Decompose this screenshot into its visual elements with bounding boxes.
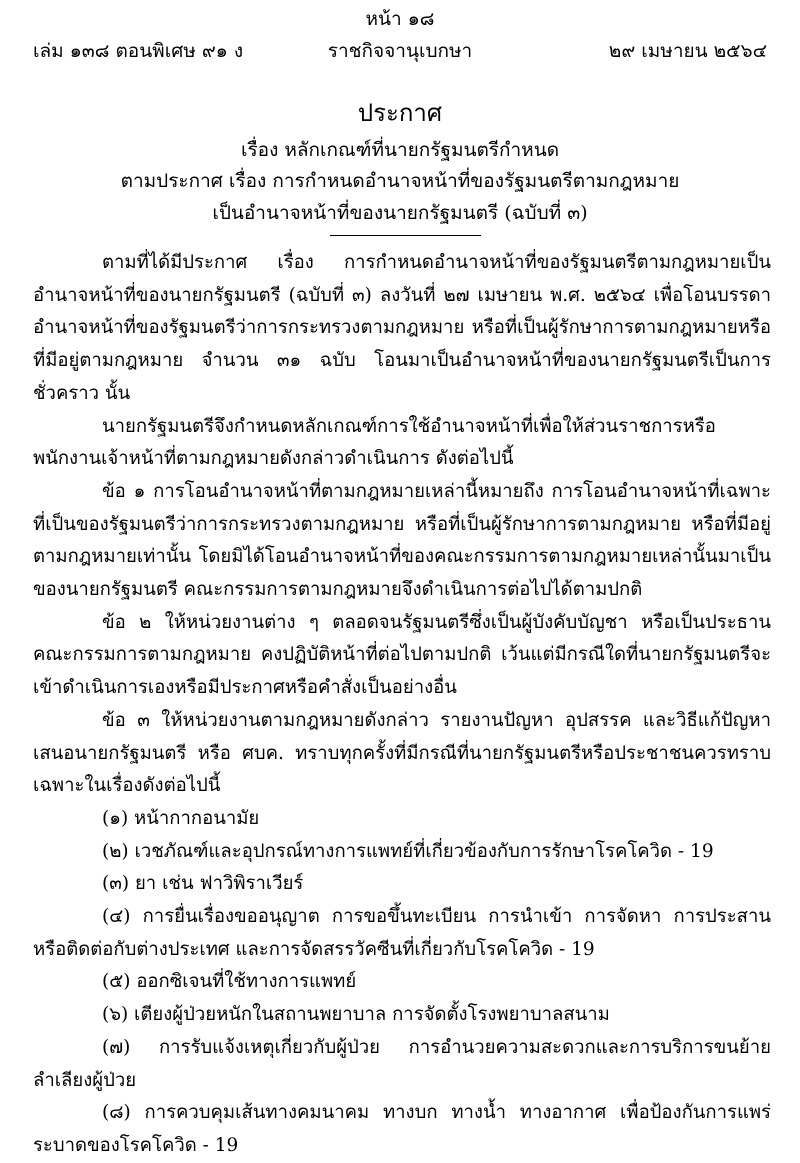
list-item-2: (๒) เวชภัณฑ์และอุปกรณ์ทางการแพทย์ที่เกี่ยวข้องกับการรักษาโรคโควิด - 19 [102, 840, 714, 862]
document-body [33, 247, 771, 1163]
list-item-8: (๘) การควบคุมเส้นทางคมนาคม ทางบก ทางน้ำ ทางอากาศ เพื่อป้องกันการแพร่ระบาดของโรคโควิด - 19 [33, 1102, 771, 1156]
volume-issue: เล่ม ๑๓๘ ตอนพิเศษ ๙๑ ง [33, 40, 244, 62]
list-item-3: (๓) ยา เช่น ฟาวิพิราเวียร์ [102, 873, 304, 895]
clause-2: ข้อ ๒ ให้หน่วยงานต่าง ๆ ตลอดจนรัฐมนตรีซึ่งเป็นผู้บังคับบัญชา หรือเป็นประธานคณะกรรมการตามกฎหมาย คงปฏิบัติหน้าที่ต่อไปตามปกติ เว้นแต่มีกรณีใดที่นายกรัฐมนตรีจะเข้าดำเนินการเองหรือมีประกาศหรือคำสั่งเป็นอย่างอื่น [33, 611, 771, 699]
gazette-name: ราชกิจจานุเบกษา [327, 40, 473, 62]
clause-1: ข้อ ๑ การโอนอำนาจหน้าที่ตามกฎหมายเหล่านี้หมายถึง การโอนอำนาจหน้าที่เฉพาะที่เป็นของรัฐมนตรีว่าการกระทรวงตามกฎหมาย หรือที่เป็นผู้รักษาการตามกฎหมาย หรือที่มีอยู่ตามกฎหมายเท่านั้น โดยมิได้โอนอำนาจหน้าที่ของคณะกรรมการตามกฎหมายเหล่านั้นมาเป็นของนายกรัฐมนตรี คณะกรรมการตามกฎหมายจึงดำเนินการต่อไปได้ตามปกติ [33, 480, 771, 601]
publication-date: ๒๙ เมษายน ๒๕๖๔ [608, 40, 767, 62]
list-item-7: (๗) การรับแจ้งเหตุเกี่ยวกับผู้ป่วย การอำนวยความสะดวกและการบริการขนย้ายลำเลียงผู้ป่วย [33, 1036, 771, 1091]
list-item-5: (๕) ออกซิเจนที่ใช้ทางการแพทย์ [102, 971, 357, 993]
title-divider [330, 235, 481, 236]
subject-line-2: ตามประกาศ เรื่อง การกำหนดอำนาจหน้าที่ของรัฐมนตรีตามกฎหมาย [120, 170, 680, 192]
document-title: ประกาศ [357, 99, 443, 127]
paragraph-preamble: ตามที่ได้มีประกาศ เรื่อง การกำหนดอำนาจหน้าที่ของรัฐมนตรีตามกฎหมายเป็นอำนาจหน้าที่ของนายกรัฐมนตรี (ฉบับที่ ๓) ลงวันที่ ๒๗ เมษายน พ.ศ. ๒๕๖๔ เพื่อโอนบรรดาอำนาจหน้าที่ของรัฐมนตรีว่าการกระทรวงตามกฎหมาย หรือที่เป็นผู้รักษาการตามกฎหมายหรือที่มีอยู่ตามกฎหมาย จำนวน ๓๑ ฉบับ โอนมาเป็นอำนาจหน้าที่ของนายกรัฐมนตรีเป็นการชั่วคราว นั้น [33, 252, 771, 404]
clause-3: ข้อ ๓ ให้หน่วยงานตามกฎหมายดังกล่าว รายงานปัญหา อุปสรรค และวิธีแก้ปัญหาเสนอนายกรัฐมนตรี หรือ ศบค. ทราบทุกครั้งที่มีกรณีที่นายกรัฐมนตรีหรือประชาชนควรทราบเฉพาะในเรื่องดังต่อไปนี้ [33, 709, 771, 797]
list-item-4: (๔) การยื่นเรื่องขออนุญาต การขอขึ้นทะเบียน การนำเข้า การจัดหา การประสานหรือติดต่อกับต่างประเทศ และการจัดสรรวัคซีนที่เกี่ยวกับโรคโควิด - 19 [33, 906, 771, 960]
page-number: หน้า ๑๘ [365, 8, 435, 30]
list-item-6: (๖) เตียงผู้ป่วยหนักในสถานพยาบาล การจัดตั้งโรงพยาบาลสนาม [102, 1004, 610, 1026]
gazette-header [33, 36, 767, 62]
paragraph-criteria-intro: นายกรัฐมนตรีจึงกำหนดหลักเกณฑ์การใช้อำนาจหน้าที่เพื่อให้ส่วนราชการหรือพนักงานเจ้าหน้าที่ตามกฎหมายดังกล่าวดำเนินการ ดังต่อไปนี้ [33, 415, 716, 470]
subject-line-1: เรื่อง หลักเกณฑ์ที่นายกรัฐมนตรีกำหนด [240, 139, 560, 161]
subject-line-3: เป็นอำนาจหน้าที่ของนายกรัฐมนตรี (ฉบับที่ ๓) [212, 202, 588, 224]
list-item-1: (๑) หน้ากากอนามัย [102, 807, 260, 829]
